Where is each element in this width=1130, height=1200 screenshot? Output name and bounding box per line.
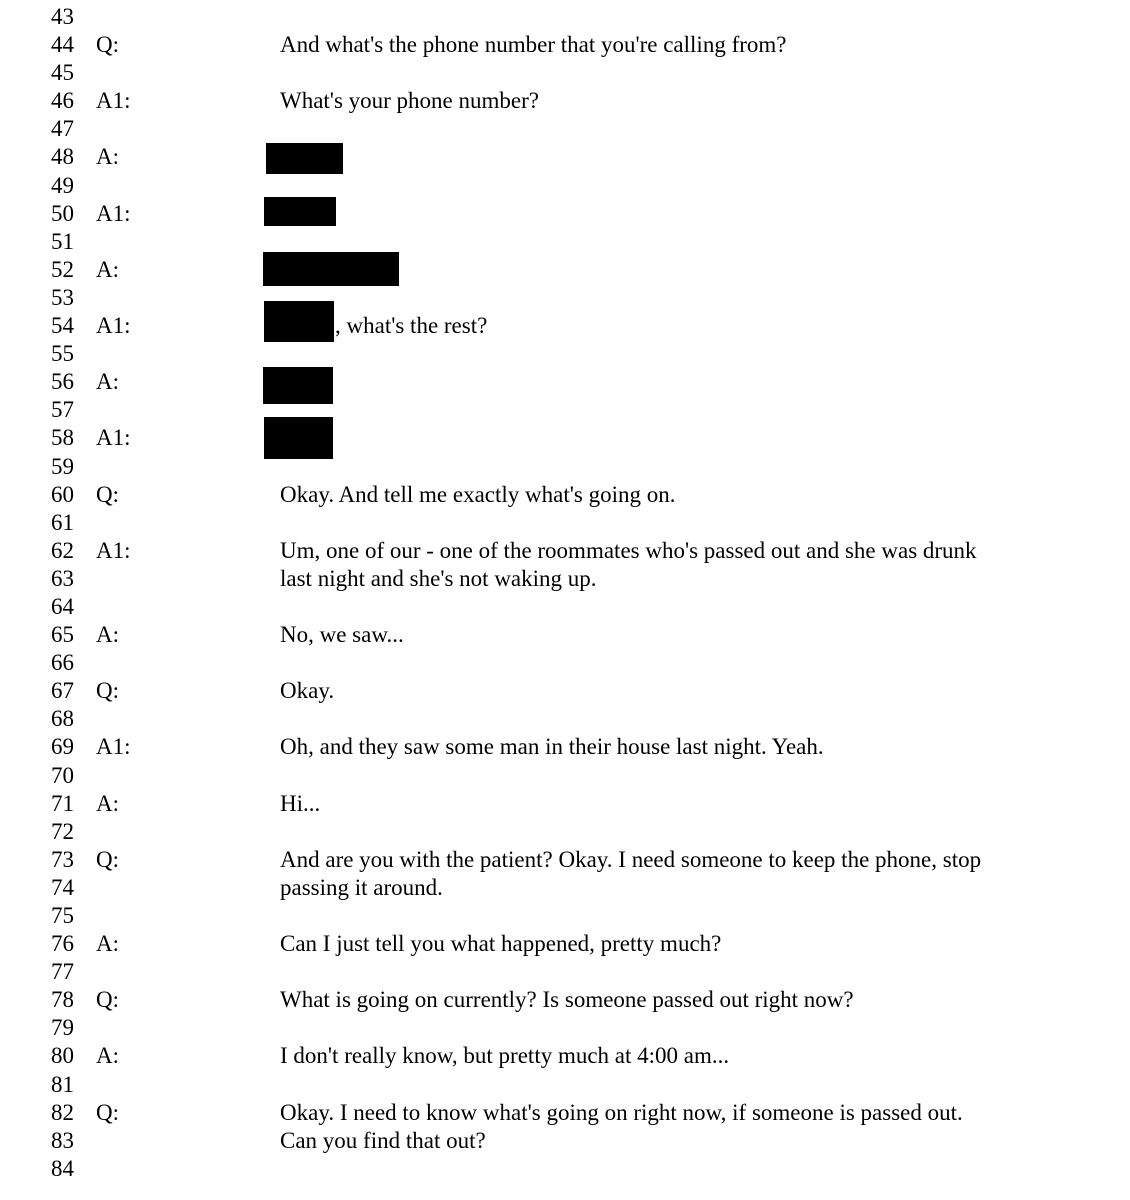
line-number: 68 [51,706,74,732]
utterance-text: Um, one of our - one of the roommates who's passed out and she was drunk [280,537,977,563]
redaction-block-line-48 [266,143,343,174]
line-number: 50 [51,200,74,226]
transcript-line [0,1127,1130,1155]
transcript-line [0,537,1130,565]
line-number: 80 [51,1043,74,1069]
utterance-text: Okay. [280,678,335,704]
line-number: 67 [51,678,74,704]
utterance-text: And are you with the patient? Okay. I need someone to keep the phone, stop [280,846,982,872]
line-number: 61 [51,509,74,535]
line-number: 79 [51,1015,74,1041]
utterance-text: last night and she's not waking up. [280,565,597,591]
line-number: 72 [51,818,74,844]
transcript-line [0,256,1130,284]
speaker-label: Q: [96,1099,119,1125]
transcript-line [0,59,1130,87]
transcript-line [0,986,1130,1014]
line-number: 57 [51,397,74,423]
speaker-label: A: [96,622,119,648]
line-number: 65 [51,622,74,648]
utterance-text: What's your phone number? [280,88,539,114]
speaker-label: A1: [96,200,131,226]
transcript-line [0,228,1130,256]
line-number: 77 [51,959,74,985]
transcript-line [0,930,1130,958]
transcript-line [0,284,1130,312]
transcript-line [0,874,1130,902]
line-number: 54 [51,313,74,339]
transcript-line [0,3,1130,31]
line-number: 46 [51,88,74,114]
line-number: 78 [51,987,74,1013]
line-number: 64 [51,593,74,619]
transcript-line [0,1071,1130,1099]
speaker-label: A: [96,144,119,170]
line-number: 43 [51,4,74,29]
transcript-line [0,705,1130,733]
transcript-line [0,1155,1130,1183]
transcript-line [0,143,1130,171]
redaction-block-line-58 [264,417,333,459]
transcript-line [0,1099,1130,1127]
line-number: 71 [51,790,74,816]
speaker-label: A: [96,256,119,282]
speaker-label: Q: [96,481,119,507]
line-number: 47 [51,116,74,142]
transcript-line [0,565,1130,593]
transcript-line [0,87,1130,115]
transcript-line [0,621,1130,649]
speaker-label: Q: [96,987,119,1013]
speaker-label: Q: [96,678,119,704]
transcript-line [0,818,1130,846]
speaker-label: A: [96,931,119,957]
speaker-label: A1: [96,88,131,114]
utterance-text: Hi... [280,790,321,816]
transcript-line [0,481,1130,509]
utterance-text: , what's the rest? [335,313,488,339]
redaction-block-line-54 [264,301,334,342]
transcript-line [0,509,1130,537]
transcript-line [0,1042,1130,1070]
utterance-text: Okay. And tell me exactly what's going on. [280,481,676,507]
utterance-text: Okay. I need to know what's going on right now, if someone is passed out. [280,1099,963,1125]
line-number: 69 [51,734,74,760]
transcript-line [0,593,1130,621]
speaker-label: A1: [96,734,131,760]
transcript-line [0,958,1130,986]
redaction-block-line-52 [263,252,399,286]
transcript-line [0,115,1130,143]
transcript-line [0,677,1130,705]
utterance-text: passing it around. [280,874,443,900]
line-number: 56 [51,369,74,395]
transcript-line [0,172,1130,200]
transcript-line [0,649,1130,677]
speaker-label: A1: [96,537,131,563]
line-number: 70 [51,762,74,788]
speaker-label: Q: [96,32,119,58]
line-number: 55 [51,341,74,367]
line-number: 83 [51,1127,74,1153]
line-number: 73 [51,846,74,872]
line-number: 63 [51,565,74,591]
utterance-text: Can I just tell you what happened, pretty much? [280,931,722,957]
speaker-label: A: [96,790,119,816]
line-number: 52 [51,256,74,282]
transcript-line [0,312,1130,340]
line-number: 48 [51,144,74,170]
transcript-line [0,846,1130,874]
utterance-text: And what's the phone number that you're calling from? [280,32,787,58]
line-number: 81 [51,1071,74,1097]
line-number: 74 [51,874,74,900]
utterance-text: I don't really know, but pretty much at 4:00 am... [280,1043,730,1069]
utterance-text: Oh, and they saw some man in their house last night. Yeah. [280,734,824,760]
transcript-line [0,733,1130,761]
line-number: 49 [51,172,74,198]
redaction-block-line-56 [263,367,333,404]
transcript-line [0,762,1130,790]
line-number: 82 [51,1099,74,1125]
transcript-page [0,3,1130,1183]
line-number: 84 [51,1155,74,1181]
speaker-label: A1: [96,313,131,339]
transcript-line [0,396,1130,424]
line-number: 59 [51,453,74,479]
transcript-line [0,1014,1130,1042]
line-number: 76 [51,931,74,957]
line-number: 75 [51,903,74,928]
line-number: 58 [51,425,74,451]
utterance-text: Can you find that out? [280,1127,486,1153]
line-number: 44 [51,32,74,58]
speaker-label: Q: [96,846,119,872]
speaker-label: A: [96,1043,119,1069]
speaker-label: A: [96,369,119,395]
line-number: 60 [51,481,74,507]
line-number: 53 [51,284,74,310]
utterance-text: What is going on currently? Is someone passed out right now? [280,987,854,1013]
transcript-line [0,453,1130,481]
line-number: 51 [51,228,74,254]
transcript-line [0,902,1130,930]
transcript-line [0,200,1130,228]
transcript-line [0,790,1130,818]
transcript-line [0,424,1130,452]
redaction-block-line-50 [264,197,336,226]
line-number: 66 [51,650,74,676]
transcript-line [0,368,1130,396]
speaker-label: A1: [96,425,131,451]
transcript-line [0,340,1130,368]
transcript-line [0,31,1130,59]
utterance-text: No, we saw... [280,622,404,648]
line-number: 45 [51,60,74,86]
line-number: 62 [51,537,74,563]
